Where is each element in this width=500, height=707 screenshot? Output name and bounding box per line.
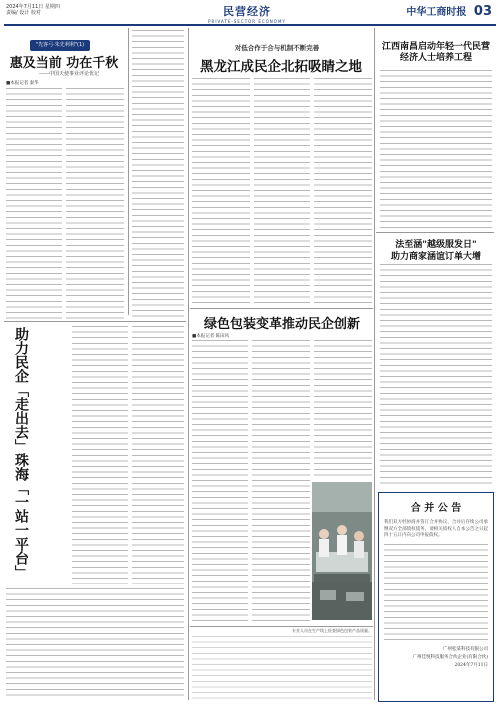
divider-left-col [128, 28, 129, 315]
center-text-col3 [314, 340, 372, 478]
section-header [192, 3, 302, 24]
left-byline: ■本报记者 秦华 [6, 81, 39, 86]
center-headline: 绿色包装变革推动民企创新 [203, 317, 360, 332]
masthead-right [406, 3, 492, 19]
divider-center-left [188, 28, 189, 700]
right-top-headline: 江西南昌启动年轻一代民营经济人士培养工程 [381, 42, 490, 63]
photo-caption: 专业人员在生产线上检查绿色包装产品质量。 [292, 628, 372, 633]
top-headline: 黑龙江成民企北拓吸睛之地 [200, 59, 362, 75]
center-text-col1 [192, 340, 248, 622]
top-text-col1 [192, 78, 250, 304]
lower-left-text-bottom [6, 588, 184, 700]
merger-notice-lines [384, 544, 488, 640]
series-tag-box [30, 40, 90, 51]
section-subtitle: PRIVATE-SECTOR ECONOMY [208, 19, 286, 24]
merger-company-1: 广州松某科技有限公司 [443, 646, 488, 652]
page-number: 03 [473, 4, 492, 19]
lower-left-text-col1 [72, 326, 128, 584]
divider-center-article [190, 308, 373, 309]
center-text-col2 [252, 340, 310, 622]
divider-right-mid [376, 232, 494, 233]
right-mid-headline-2: 助力商家涵谊订单大增 [390, 252, 481, 262]
lower-left-text-col2 [132, 326, 184, 584]
masthead-rule [4, 24, 496, 26]
left-article-text-col2 [66, 88, 124, 320]
top-text-col2 [254, 78, 310, 304]
center-bottom-text [192, 636, 372, 700]
series-tag: "先客弓·朱先利利"(1) [35, 42, 85, 48]
divider-photo-caption [190, 626, 373, 627]
center-byline: ■本报记者 陈田风 [192, 334, 230, 339]
issue-date: 2024年7月11日 星期四 [6, 4, 60, 10]
paper-name: 中华工商时报 [406, 7, 467, 18]
editor-line: 责编/ 设计 校对 [6, 10, 41, 16]
left-headline: 惠及当前 功在千秋 [9, 56, 119, 71]
lower-left-headline: 助力民企「走出去」珠海「一站一平台」 [13, 327, 29, 579]
merger-notice-box [378, 492, 494, 702]
merger-notice-title: 合 并 公 告 [410, 503, 462, 514]
right-mid-headline-1: 法至涵"越级服发日" [395, 240, 477, 250]
top-kicker: 对低合作于合与机制不断完善 [234, 44, 320, 52]
merger-date: 2024年7月11日 [454, 662, 488, 668]
right-top-text [380, 70, 492, 228]
left-subhead: ——中国天使事业评论优记 [38, 71, 99, 77]
news-photo [312, 482, 372, 620]
masthead-left [6, 4, 60, 16]
merger-company-2: 广州佳悦科技服务合伙企业(有限合伙) [412, 654, 488, 660]
section-title: 民营经济 [223, 5, 271, 18]
left-mid-text-col [132, 30, 184, 318]
merger-notice-body: 我们双方经协商并签订合并协议，合并后存续公司承继双方全部债权债务，请相关债权人自本公告之日起四十五日内向公司申报债权。 [384, 520, 488, 538]
divider-center-right [374, 28, 375, 700]
left-article-text-col1 [6, 88, 62, 320]
right-mid-text [380, 264, 492, 486]
divider-lower-left [4, 321, 186, 322]
top-text-col3 [314, 78, 372, 304]
